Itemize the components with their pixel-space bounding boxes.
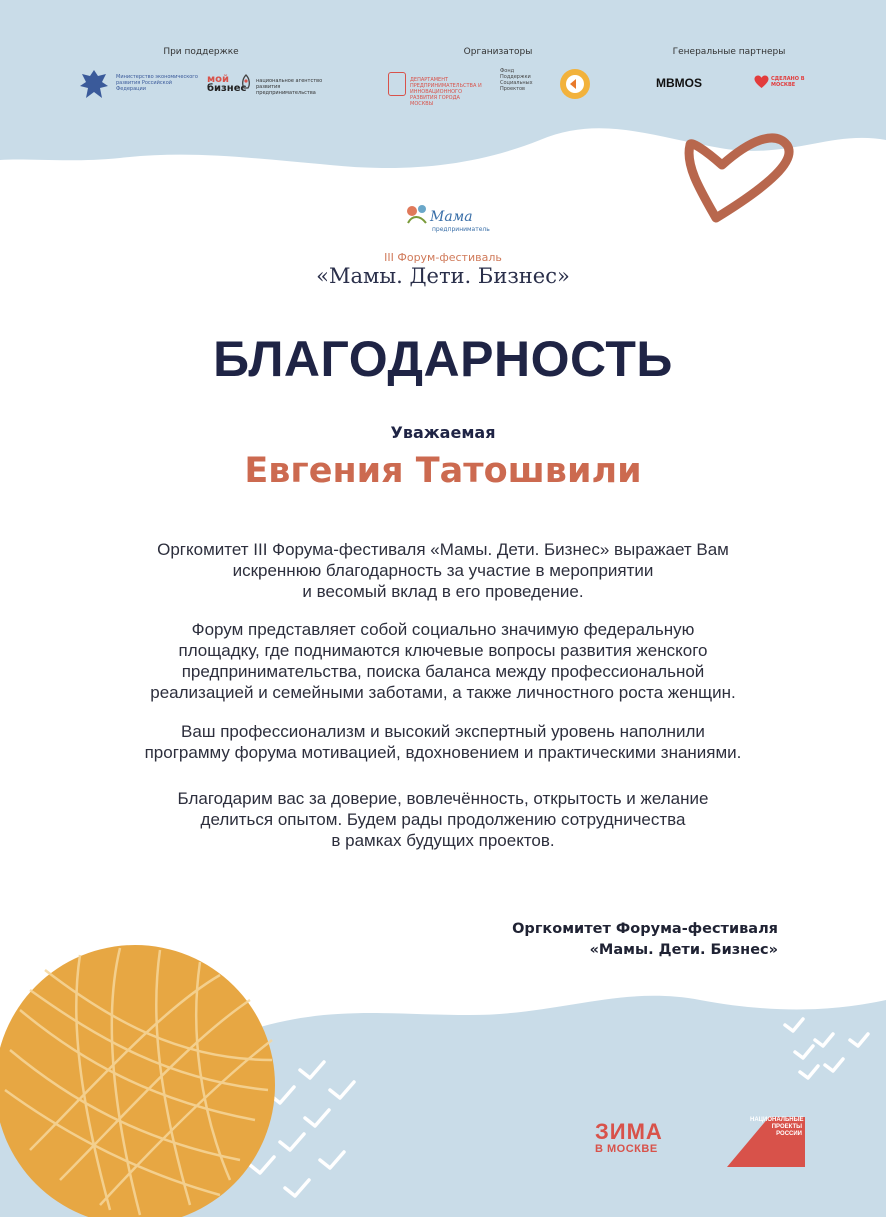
mama-logo-icon [404,203,430,225]
forum-name: «Мамы. Дети. Бизнес» [316,264,570,288]
paragraph-2: Форум представляет собой социально значимую федеральную площадку, где поднимаются ключевые вопросы развития женского предпринимательства, поиска баланса между профессиональной реализацией и семейными заботами, а также личностного роста женщин. [150,620,736,702]
rocket-icon [240,74,252,92]
fund-logo-text: Фонд Поддержки Социальных Проектов [500,68,533,92]
dept-logo-text: ДЕПАРТАМЕНТ ПРЕДПРИНИМАТЕЛЬСТВА И ИННОВАЦИОННОГО РАЗВИТИЯ ГОРОДА МОСКВЫ [410,77,482,107]
mama-logo-text: Мама [430,209,473,225]
paragraph-4: Благодарим вас за доверие, вовлечённость, открытость и желание делиться опытом. Будем рады продолжению сотрудничества в рамках будущих проектов. [177,789,709,850]
paragraph-1: Оргкомитет III Форума-фестиваля «Мамы. Дети. Бизнес» выражает Вам искреннюю благодарность за участие в мероприятии и весомый вклад в его проведение. [157,540,729,601]
msp-logo-text: национальное агентство развития предпринимательства [256,78,323,96]
signature: Оргкомитет Форума-фестиваля «Мамы. Дети. Бизнес» [512,921,778,958]
recipient-name: Евгения Татошвили [244,451,642,491]
page-title: БЛАГОДАРНОСТЬ [213,331,673,387]
mbmos-logo: MBMOS [656,76,702,90]
partners-label: Генеральные партнеры [672,47,786,57]
forum-subtitle: III Форум-фестиваль [384,251,502,264]
ministry-emblem-icon [78,68,110,100]
moi-biznes-logo: мой бизнес [207,74,247,94]
sdelano-heart-icon [754,74,769,88]
heart-icon [689,138,789,218]
organizers-label: Организаторы [463,47,533,57]
fund-emblem-icon [558,67,592,101]
ministry-logo-text: Министерство экономического развития Российской Федерации [116,74,198,92]
greeting: Уважаемая [390,423,496,442]
mama-logo-subtext: предприниматель [432,226,490,233]
support-label: При поддержке [163,47,239,57]
yarn-ball-decor [0,945,275,1217]
zima-v-moskve-logo: ЗИМА В МОСКВЕ [595,1119,663,1155]
moscow-emblem-icon [388,72,406,96]
natproekty-text: НАЦИОНАЛЬНЫЕ ПРОЕКТЫ РОССИИ [750,1117,804,1137]
sdelano-logo-text: СДЕЛАНО В МОСКВЕ [771,76,805,88]
paragraph-3: Ваш профессионализм и высокий экспертный уровень наполнили программу форума мотивацией, вдохновением и практическими знаниями. [144,722,742,762]
